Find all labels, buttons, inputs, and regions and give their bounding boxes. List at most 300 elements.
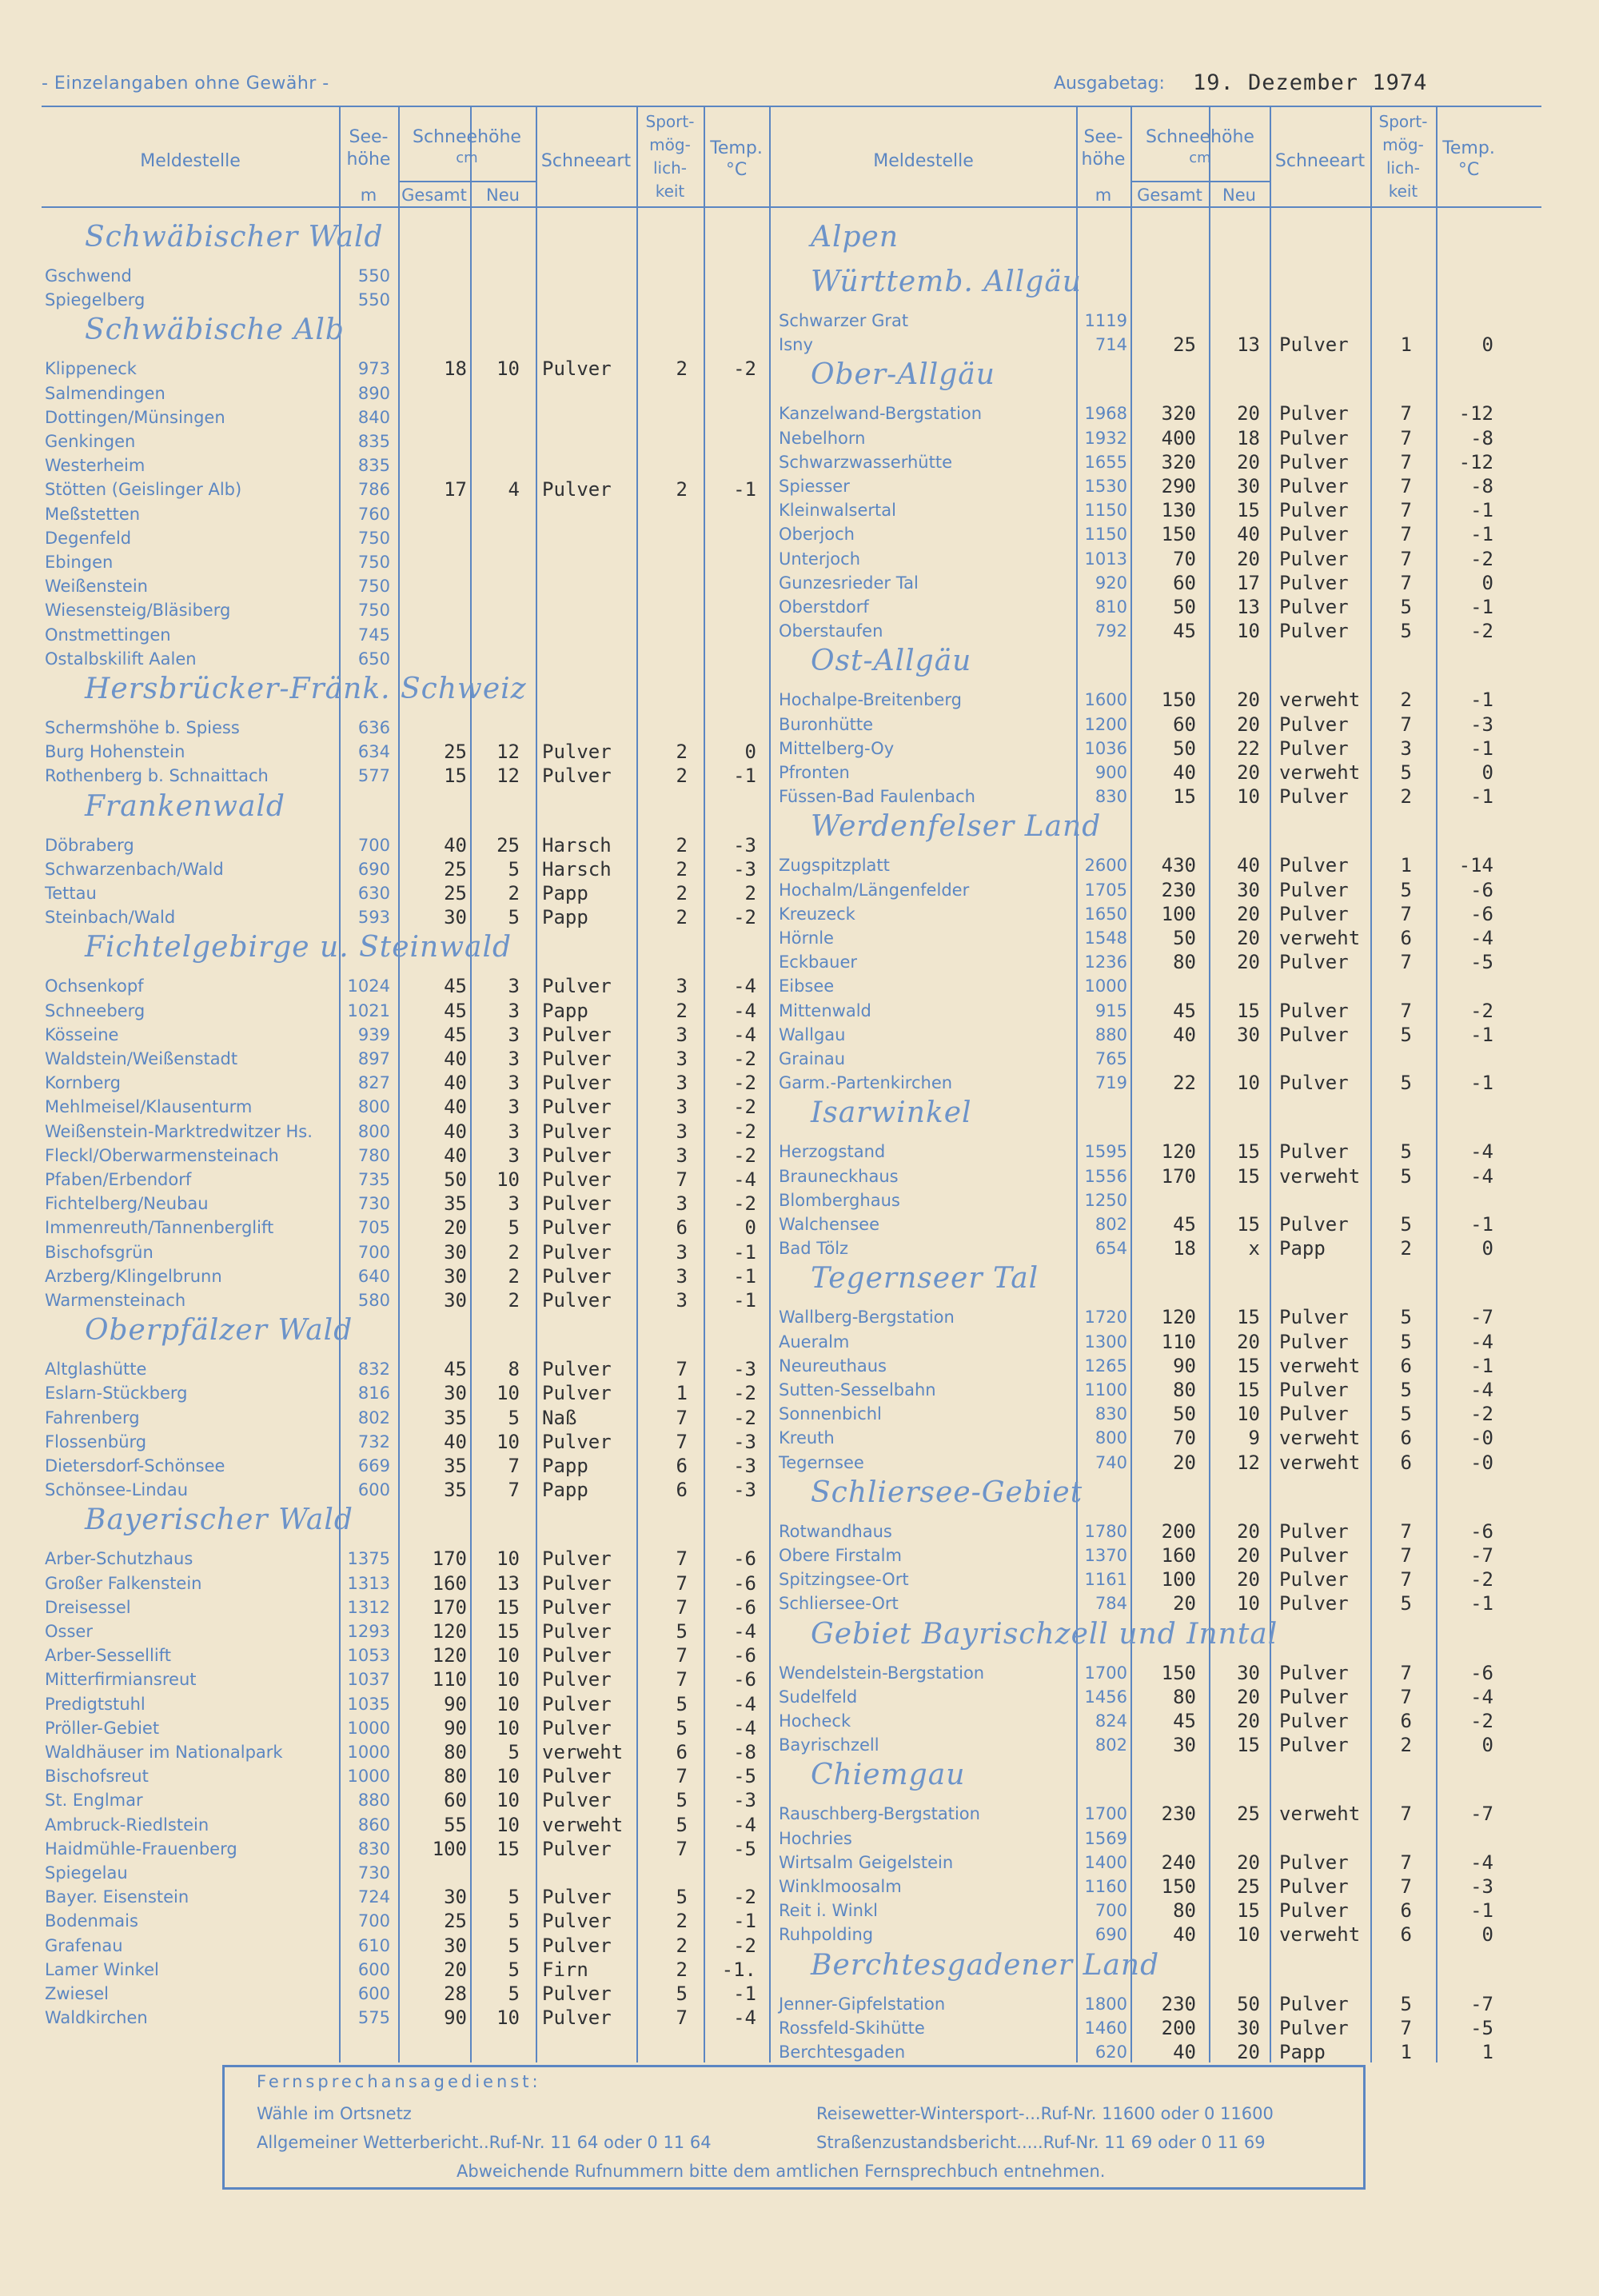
temperature: -1: [733, 478, 756, 501]
snow-total: 30: [444, 1886, 467, 1909]
snow-new: 3: [508, 1144, 520, 1167]
snow-total: 230: [1161, 878, 1196, 901]
snow-total: 100: [1161, 902, 1196, 925]
temperature: -3: [1470, 713, 1493, 736]
sport-rating: 7: [676, 1765, 688, 1788]
snow-total: 50: [1173, 1403, 1196, 1426]
altitude: 593: [357, 908, 390, 928]
station-name: Arber-Sessellift: [45, 1646, 171, 1666]
section-title: Chiemgau: [811, 1759, 966, 1792]
header-snow-unit: cm: [456, 150, 478, 166]
station-name: Zugspitzplatt: [779, 856, 890, 876]
altitude: 1300: [1084, 1332, 1127, 1352]
table-row: [0, 522, 1599, 546]
section-title: Fichtelgebirge u. Steinwald: [85, 931, 512, 964]
snow-type: Pulver: [542, 1216, 612, 1240]
snow-total: 15: [1173, 785, 1196, 809]
altitude: 800: [1095, 1428, 1127, 1448]
snow-total: 50: [1173, 596, 1196, 618]
sport-rating: 1: [676, 1382, 688, 1405]
snow-type: Pulver: [1279, 333, 1349, 357]
altitude: 880: [357, 1791, 390, 1811]
temperature: -1: [1470, 499, 1493, 522]
table-row: [0, 1709, 1599, 1733]
snow-new: 20: [1237, 1710, 1260, 1732]
station-name: Oberstaufen: [779, 621, 883, 641]
snow-new: 18: [1237, 426, 1260, 449]
snow-new: 13: [1237, 333, 1260, 357]
section-title: Oberpfälzer Wald: [85, 1314, 353, 1348]
table-row: [0, 1764, 1599, 1788]
sport-rating: 6: [676, 1455, 688, 1477]
station-name: Mitterfirmiansreut: [45, 1670, 197, 1690]
sport-rating: 5: [676, 1983, 688, 2005]
snow-total: 35: [444, 1455, 467, 1477]
station-name: Bischofsgrün: [45, 1242, 154, 1262]
snow-total: 45: [1173, 620, 1196, 643]
snow-total: 60: [1173, 571, 1196, 594]
snow-new: 15: [1237, 1140, 1260, 1164]
snow-new: 15: [1237, 1379, 1260, 1401]
temperature: -6: [733, 1595, 756, 1619]
temperature: -2: [733, 1192, 756, 1216]
table-row: [0, 1378, 1599, 1402]
table-row: [0, 1188, 1599, 1212]
table-row: [0, 1733, 1599, 1757]
snow-type: verweht: [1279, 1164, 1361, 1188]
temperature: -1.: [721, 1958, 756, 1981]
station-name: Westerheim: [45, 456, 146, 476]
snow-total: 430: [1161, 854, 1196, 877]
snow-type: Pulver: [542, 1910, 612, 1933]
snow-total: 70: [1173, 1427, 1196, 1450]
snow-total: 40: [444, 1072, 467, 1095]
snow-total: 30: [444, 1289, 467, 1312]
temperature: 0: [1481, 1734, 1493, 1757]
temperature: -6: [1470, 878, 1493, 901]
snow-new: 13: [496, 1571, 520, 1595]
snow-new: 20: [1237, 1851, 1260, 1874]
snow-total: 18: [444, 357, 467, 381]
altitude: 1313: [347, 1573, 390, 1593]
altitude: 973: [357, 359, 390, 379]
sport-rating: 7: [676, 1837, 688, 1860]
altitude: 640: [357, 1266, 390, 1286]
table-row: [0, 1875, 1599, 1899]
altitude: 1024: [347, 976, 390, 996]
table-row: [0, 401, 1599, 425]
station-name: Pfaben/Erbendorf: [45, 1170, 192, 1189]
station-name: Brauneckhaus: [779, 1166, 899, 1186]
sport-rating: 7: [676, 1406, 688, 1429]
altitude: 580: [357, 1291, 390, 1310]
table-row: [0, 1140, 1599, 1164]
header-altitude-2: höhe: [1081, 150, 1126, 170]
station-name: Eibsee: [779, 976, 835, 996]
station-name: Weißenstein-Marktredwitzer Hs.: [45, 1121, 313, 1141]
temperature: 0: [744, 741, 756, 764]
station-name: Rauschberg-Bergstation: [779, 1804, 980, 1824]
header-altitude-1: See-: [349, 127, 389, 147]
station-name: Fahrenberg: [45, 1408, 140, 1428]
station-name: Eslarn-Stückberg: [45, 1384, 188, 1404]
snow-new: 12: [496, 741, 520, 764]
sport-rating: 7: [676, 1668, 688, 1691]
altitude: 800: [357, 1097, 390, 1117]
altitude: 840: [357, 407, 390, 427]
header-snow-depth: Schneehöhe: [413, 127, 521, 147]
snow-new: 20: [1237, 927, 1260, 949]
snow-total: 25: [444, 857, 467, 880]
table-header-rule: [42, 206, 1541, 208]
snow-total: 30: [1173, 1734, 1196, 1757]
altitude: 1053: [347, 1646, 390, 1666]
sport-rating: 1: [1400, 333, 1412, 357]
snow-type: Pulver: [1279, 737, 1349, 760]
station-name: Nebelhorn: [779, 428, 866, 448]
station-name: Dreisessel: [45, 1597, 131, 1617]
header-temperature: Temp. °C: [1442, 138, 1495, 180]
snow-type: Pulver: [1279, 1710, 1349, 1732]
altitude: 1569: [1084, 1828, 1127, 1848]
altitude: 1265: [1084, 1356, 1127, 1376]
altitude: 1556: [1084, 1166, 1127, 1186]
altitude: 600: [357, 1959, 390, 1979]
temperature: -5: [1470, 951, 1493, 974]
table-row: [0, 1478, 1599, 1502]
altitude: 719: [1095, 1073, 1127, 1093]
station-name: Warmensteinach: [45, 1291, 186, 1310]
altitude: 786: [357, 480, 390, 500]
sport-rating: 3: [676, 1240, 688, 1264]
snow-total: 45: [444, 999, 467, 1022]
snow-new: 22: [1237, 737, 1260, 760]
station-name: Unterjoch: [779, 549, 861, 569]
sport-rating: 7: [1400, 571, 1412, 594]
altitude: 1400: [1084, 1852, 1127, 1872]
snow-new: 25: [1237, 1803, 1260, 1826]
temperature: -6: [1470, 1519, 1493, 1543]
snow-type: Pulver: [1279, 620, 1349, 643]
table-row: [0, 1661, 1599, 1685]
altitude: 880: [1095, 1024, 1127, 1044]
table-row: [0, 1992, 1599, 2016]
snow-type: Pulver: [1279, 1899, 1349, 1923]
snow-new: 20: [1237, 402, 1260, 425]
sport-rating: 7: [1400, 1544, 1412, 1567]
snow-new: 30: [1237, 878, 1260, 901]
altitude: 939: [357, 1024, 390, 1044]
section-title: Alpen: [811, 221, 899, 254]
temperature: -2: [733, 1120, 756, 1143]
sport-rating: 2: [676, 1910, 688, 1933]
snow-type: Pulver: [542, 1264, 612, 1288]
snow-total: 40: [444, 1096, 467, 1119]
station-name: Schwarzwasserhütte: [779, 452, 953, 472]
snow-type: Pulver: [1279, 571, 1349, 594]
table-row: [0, 926, 1599, 950]
snow-type: Pulver: [1279, 1875, 1349, 1898]
sport-rating: 7: [1400, 1803, 1412, 1826]
snow-new: 5: [508, 1910, 520, 1933]
temperature: -4: [733, 1168, 756, 1191]
temperature: -4: [733, 2007, 756, 2030]
header-sport: Sport- mög- lich- keit: [645, 112, 695, 201]
station-name: Bayer. Eisenstein: [45, 1887, 189, 1907]
snow-type: verweht: [542, 1813, 624, 1836]
snow-new: 10: [496, 1168, 520, 1191]
altitude: 1456: [1084, 1687, 1127, 1707]
station-name: Großer Falkenstein: [45, 1573, 202, 1593]
altitude: 690: [357, 859, 390, 879]
header-altitude-unit: m: [360, 186, 377, 205]
sport-rating: 2: [676, 478, 688, 501]
altitude: 1100: [1084, 1380, 1127, 1400]
temperature: -4: [733, 1813, 756, 1836]
altitude: 920: [1095, 573, 1127, 593]
snow-new: 10: [1237, 1403, 1260, 1426]
altitude: 1530: [1084, 477, 1127, 496]
altitude: 1800: [1084, 1994, 1127, 2014]
altitude: 1161: [1084, 1570, 1127, 1590]
sport-rating: 7: [676, 1595, 688, 1619]
station-name: Mittelberg-Oy: [779, 738, 895, 758]
sport-rating: 5: [1400, 596, 1412, 618]
station-name: Isny: [779, 335, 813, 355]
temperature: -3: [733, 1455, 756, 1477]
station-name: Spiegelberg: [45, 290, 146, 310]
section-title: Frankenwald: [85, 789, 285, 823]
temperature: -5: [1470, 2016, 1493, 2039]
station-name: Mittenwald: [779, 1000, 871, 1020]
sport-rating: 6: [1400, 1923, 1412, 1947]
section-title: Tegernseer Tal: [811, 1262, 1039, 1296]
altitude: 1720: [1084, 1308, 1127, 1328]
station-name: Kreuzeck: [779, 904, 855, 924]
snow-new: 10: [496, 357, 520, 381]
altitude: 827: [357, 1073, 390, 1093]
station-name: Stötten (Geislinger Alb): [45, 480, 242, 500]
section-title: Berchtesgadener Land: [811, 1948, 1160, 1982]
snow-type: Papp: [542, 1455, 588, 1477]
snow-total: 40: [1173, 1023, 1196, 1046]
snow-total: 25: [1173, 333, 1196, 357]
table-row: [0, 357, 1599, 381]
snow-type: Pulver: [1279, 1306, 1349, 1329]
snow-new: 10: [1237, 785, 1260, 809]
altitude: 550: [357, 266, 390, 286]
snow-new: 25: [1237, 1875, 1260, 1898]
station-name: Ostalbskilift Aalen: [45, 649, 197, 669]
station-name: Kösseine: [45, 1024, 119, 1044]
station-name: Ochsenkopf: [45, 976, 144, 996]
snow-new: 40: [1237, 523, 1260, 546]
snow-new: 5: [508, 1958, 520, 1981]
snow-new: 8: [508, 1358, 520, 1381]
snow-new: 20: [1237, 689, 1260, 712]
altitude: 730: [357, 1194, 390, 1214]
snow-type: Pulver: [1279, 1568, 1349, 1591]
header-station: Meldestelle: [873, 151, 974, 171]
snow-type: Pulver: [1279, 1685, 1349, 1708]
temperature: -1: [733, 1289, 756, 1312]
temperature: -6: [1470, 1661, 1493, 1684]
snow-total: 120: [432, 1620, 467, 1643]
sport-rating: 2: [676, 741, 688, 764]
sport-rating: 3: [676, 1289, 688, 1312]
footer-line: Reisewetter-Wintersport-...Ruf-Nr. 11600 oder 0 11600: [816, 2104, 1274, 2123]
station-name: Berchtesgaden: [779, 2042, 906, 2062]
station-name: Wallberg-Bergstation: [779, 1308, 955, 1328]
temperature: -2: [1470, 1710, 1493, 1732]
temperature: -4: [733, 1620, 756, 1643]
snow-new: 20: [1237, 951, 1260, 974]
station-name: Dottingen/Münsingen: [45, 407, 225, 427]
station-name: Gschwend: [45, 266, 132, 286]
snow-new: 5: [508, 857, 520, 880]
snow-type: Pulver: [1279, 1592, 1349, 1615]
altitude: 636: [357, 718, 390, 737]
table-row: [0, 688, 1599, 712]
station-name: Schermshöhe b. Spiess: [45, 718, 240, 737]
snow-type: Pulver: [1279, 1379, 1349, 1401]
snow-new: 20: [1237, 713, 1260, 736]
snow-type: Pulver: [1279, 475, 1349, 497]
snow-type: Pulver: [1279, 1851, 1349, 1874]
table-row: [0, 264, 1599, 288]
snow-type: Pulver: [542, 1571, 612, 1595]
header-snow-type: Schneeart: [1274, 151, 1366, 171]
snow-type: verweht: [1279, 927, 1361, 949]
snow-new: 40: [1237, 854, 1260, 877]
sport-rating: 7: [1400, 999, 1412, 1022]
snow-new: 10: [1237, 1592, 1260, 1615]
temperature: -3: [733, 1430, 756, 1453]
temperature: -1: [1470, 523, 1493, 546]
header-snow-new: Neu: [1222, 186, 1256, 205]
table-row: [0, 1426, 1599, 1450]
altitude: 714: [1095, 335, 1127, 355]
station-name: Kanzelwand-Bergstation: [779, 404, 983, 424]
snow-type: verweht: [1279, 1803, 1361, 1826]
altitude: 1036: [1084, 738, 1127, 758]
sport-rating: 2: [676, 1934, 688, 1957]
station-name: Dietersdorf-Schönsee: [45, 1456, 225, 1475]
sport-rating: 7: [1400, 450, 1412, 473]
snow-type: Pulver: [1279, 1023, 1349, 1046]
station-name: Grafenau: [45, 1935, 123, 1955]
snow-new: 10: [496, 2007, 520, 2030]
snow-total: 80: [1173, 1379, 1196, 1401]
temperature: -2: [733, 1382, 756, 1405]
temperature: -6: [733, 1668, 756, 1691]
snow-new: 20: [1237, 1330, 1260, 1353]
station-name: Buronhütte: [779, 714, 874, 734]
table-row: [0, 713, 1599, 737]
snow-type: Pulver: [1279, 902, 1349, 925]
sport-rating: 7: [1400, 499, 1412, 522]
altitude: 654: [1095, 1239, 1127, 1259]
snow-new: 15: [1237, 1899, 1260, 1923]
snow-type: verweht: [542, 1741, 624, 1763]
altitude: 650: [357, 649, 390, 669]
snow-total: 110: [432, 1668, 467, 1691]
altitude: 700: [357, 835, 390, 855]
snow-total: 15: [444, 765, 467, 788]
table-row: [0, 1827, 1599, 1851]
snow-type: Pulver: [1279, 713, 1349, 736]
station-name: St. Englmar: [45, 1791, 143, 1811]
snow-type: Pulver: [1279, 596, 1349, 618]
station-name: Eckbauer: [779, 952, 858, 972]
snow-total: 50: [444, 1168, 467, 1191]
altitude: 1000: [347, 1767, 390, 1787]
snow-new: 13: [1237, 596, 1260, 618]
altitude: 705: [357, 1218, 390, 1238]
sport-rating: 2: [676, 1958, 688, 1981]
sport-rating: 7: [1400, 475, 1412, 497]
temperature: -1: [1470, 1213, 1493, 1236]
altitude: 1312: [347, 1597, 390, 1617]
sport-rating: 3: [676, 1023, 688, 1046]
snow-total: 110: [1161, 1330, 1196, 1353]
station-name: Rotwandhaus: [779, 1521, 892, 1541]
footer-note: Abweichende Rufnummern bitte dem amtlichen Fernsprechbuch entnehmen.: [457, 2162, 1106, 2181]
temperature: -2: [733, 357, 756, 381]
altitude: 577: [357, 766, 390, 786]
table-row: [0, 1519, 1599, 1543]
table-row: [0, 333, 1599, 357]
altitude: 1595: [1084, 1142, 1127, 1162]
station-name: Arber-Schutzhaus: [45, 1549, 193, 1569]
sport-rating: 3: [676, 1072, 688, 1095]
table-row: [0, 1851, 1599, 1875]
snow-total: 30: [444, 1264, 467, 1288]
station-name: Altglashütte: [45, 1360, 147, 1380]
temperature: -1: [733, 1910, 756, 1933]
snow-type: Pulver: [542, 975, 612, 998]
snow-new: 17: [1237, 571, 1260, 594]
snow-total: 50: [1173, 737, 1196, 760]
sport-rating: 7: [676, 1358, 688, 1381]
temperature: -4: [1470, 1330, 1493, 1353]
station-name: Winklmoosalm: [779, 1877, 902, 1896]
snow-new: 2: [508, 1289, 520, 1312]
altitude: 760: [357, 504, 390, 524]
station-name: Wiesensteig/Bläsiberg: [45, 601, 231, 621]
station-name: Döbraberg: [45, 835, 134, 855]
snow-total: 80: [1173, 951, 1196, 974]
snow-type: Pulver: [1279, 1213, 1349, 1236]
table-row: [0, 1685, 1599, 1709]
station-name: Spiegelau: [45, 1863, 128, 1883]
snow-new: 4: [508, 478, 520, 501]
snow-total: 80: [444, 1765, 467, 1788]
sport-rating: 7: [1400, 902, 1412, 925]
station-name: Jenner-Gipfelstation: [779, 1994, 946, 2014]
snow-new: 5: [508, 1406, 520, 1429]
header-snow-unit: cm: [1189, 150, 1211, 166]
snow-type: Pulver: [1279, 1661, 1349, 1684]
sport-rating: 2: [676, 357, 688, 381]
snow-total: 230: [1161, 1992, 1196, 2015]
station-name: Ambruck-Riedlstein: [45, 1815, 209, 1835]
snow-type: Pulver: [542, 357, 612, 381]
altitude: 1932: [1084, 428, 1127, 448]
snow-total: 25: [444, 882, 467, 904]
snow-new: 10: [496, 1716, 520, 1739]
table-row: [0, 498, 1599, 522]
